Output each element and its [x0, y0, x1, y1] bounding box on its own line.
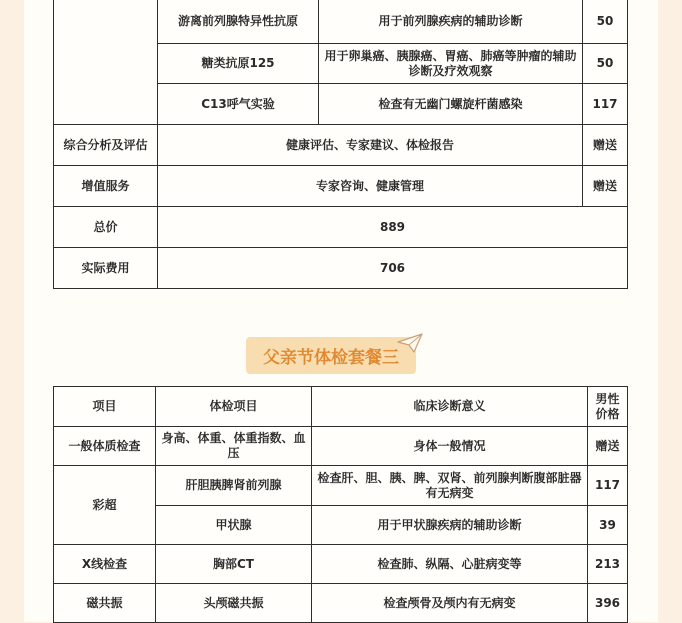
meaning-cell: 用于前列腺疾病的辅助诊断 [319, 0, 583, 44]
price-cell: 50 [583, 44, 628, 84]
meaning-cell: 身体一般情况 [312, 427, 588, 466]
meaning-cell: 检查颅骨及颅内有无病变 [312, 584, 588, 623]
meaning-cell: 检查肺、纵隔、心脏病变等 [312, 545, 588, 584]
price-cell: 396 [588, 584, 628, 623]
price-cell: 50 [583, 0, 628, 44]
project-cell: X线检查 [54, 545, 156, 584]
value-added-label: 增值服务 [54, 166, 158, 207]
table-header-row [54, 387, 628, 427]
table-row [54, 248, 628, 289]
item-cell: C13呼气实验 [158, 84, 319, 125]
paper-plane-icon [397, 333, 423, 353]
package-table-three [53, 386, 628, 623]
item-cell: 头颅磁共振 [156, 584, 312, 623]
analysis-price: 赠送 [583, 125, 628, 166]
project-cell: 彩超 [54, 466, 156, 545]
table-row [54, 125, 628, 166]
value-added-content: 专家咨询、健康管理 [158, 166, 583, 207]
price-cell: 赠送 [588, 427, 628, 466]
item-cell: 肝胆胰脾肾前列腺 [156, 466, 312, 506]
project-cell-empty [54, 0, 158, 125]
total-label: 总价 [54, 207, 158, 248]
table-row [54, 466, 628, 506]
value-added-price: 赠送 [583, 166, 628, 207]
price-cell: 39 [588, 506, 628, 545]
item-cell: 甲状腺 [156, 506, 312, 545]
item-cell: 胸部CT [156, 545, 312, 584]
package-table-previous [53, 0, 628, 289]
header-price: 男性价格 [588, 387, 628, 427]
table-row [54, 0, 628, 44]
meaning-cell: 检查肝、胆、胰、脾、双肾、前列腺判断腹部脏器有无病变 [312, 466, 588, 506]
meaning-cell: 用于甲状腺疾病的辅助诊断 [312, 506, 588, 545]
item-cell: 游离前列腺特异性抗原 [158, 0, 319, 44]
price-cell: 117 [583, 84, 628, 125]
table-row [54, 166, 628, 207]
total-value: 889 [158, 207, 628, 248]
table-row [54, 584, 628, 623]
header-project: 项目 [54, 387, 156, 427]
price-cell: 213 [588, 545, 628, 584]
meaning-cell: 检查有无幽门螺旋杆菌感染 [319, 84, 583, 125]
item-cell: 身高、体重、体重指数、血压 [156, 427, 312, 466]
header-item: 体检项目 [156, 387, 312, 427]
project-cell: 磁共振 [54, 584, 156, 623]
analysis-content: 健康评估、专家建议、体检报告 [158, 125, 583, 166]
project-cell: 一般体质检查 [54, 427, 156, 466]
table-row [54, 207, 628, 248]
item-cell: 糖类抗原125 [158, 44, 319, 84]
table-row [54, 427, 628, 466]
price-cell: 117 [588, 466, 628, 506]
actual-value: 706 [158, 248, 628, 289]
meaning-cell: 用于卵巢癌、胰腺癌、胃癌、肺癌等肿瘤的辅助诊断及疗效观察 [319, 44, 583, 84]
section-title: 父亲节体检套餐三 [246, 337, 416, 374]
table-row [54, 545, 628, 584]
actual-label: 实际费用 [54, 248, 158, 289]
analysis-label: 综合分析及评估 [54, 125, 158, 166]
header-meaning: 临床诊断意义 [312, 387, 588, 427]
